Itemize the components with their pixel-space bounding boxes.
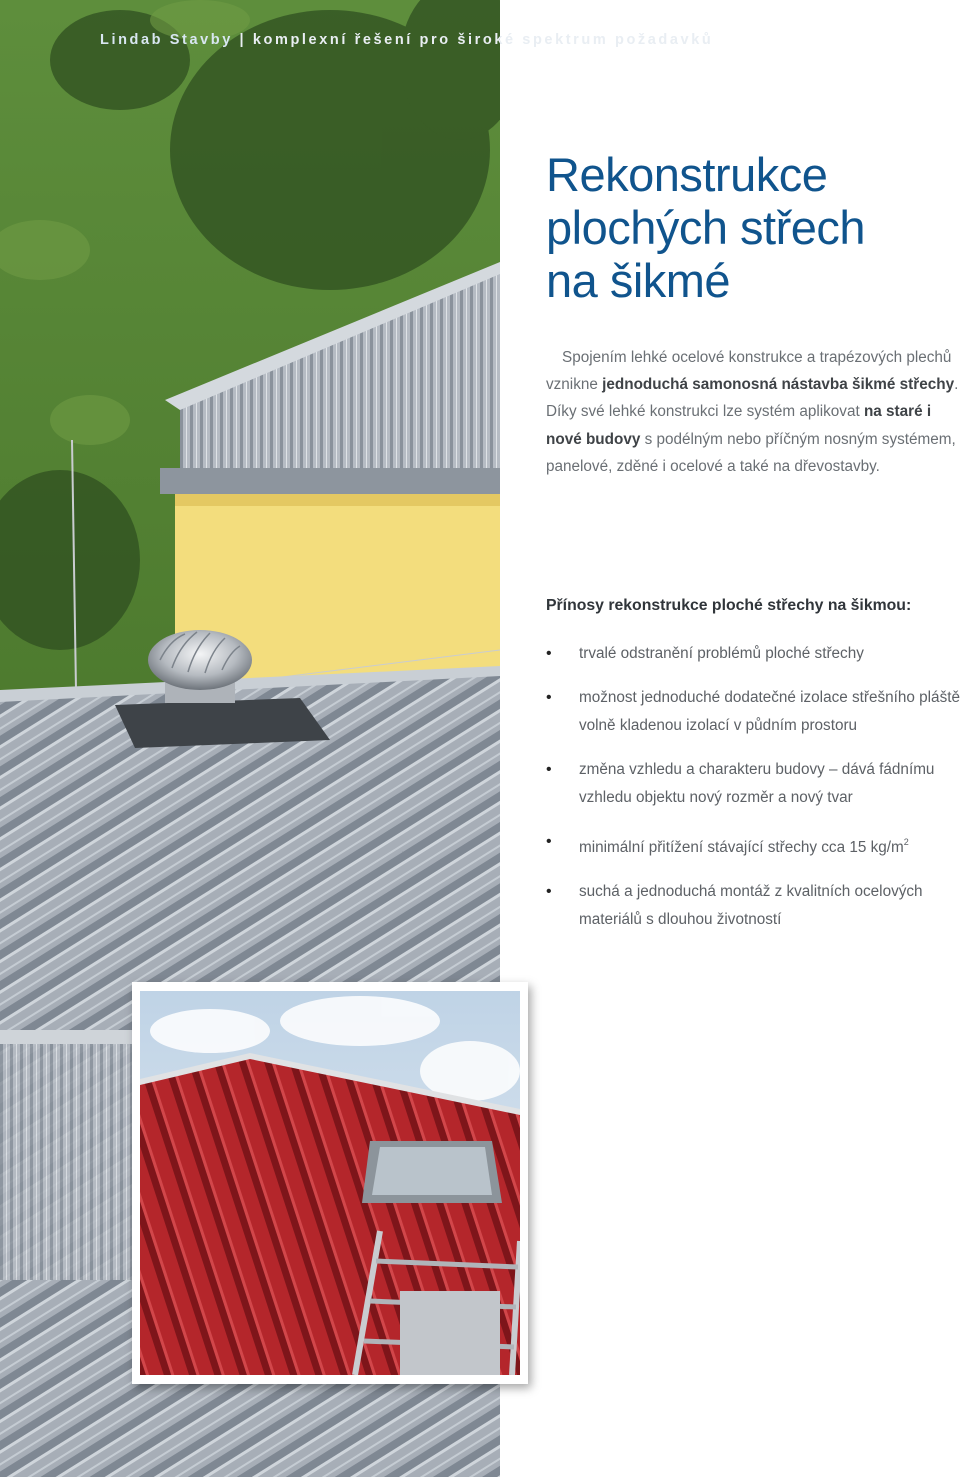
benefits-heading: Přínosy rekonstrukce ploché střechy na šikmou: <box>546 597 912 614</box>
header-separator: | <box>239 32 247 48</box>
intro-text: . Díky své lehké konstrukci lze systém aplikovat <box>546 376 959 421</box>
intro-paragraph <box>546 344 960 480</box>
intro-text: Spojením lehké ocelové konstrukce a trapézových plechů vznikne <box>546 349 952 394</box>
red-roof-photo-frame <box>132 982 528 1384</box>
intro-text: s podélným nebo příčným nosným systémem, panelové, zděné i ocelové a také na dřevostavby. <box>546 430 956 475</box>
list-item: • změna vzhledu a charakteru budovy – dává fádnímu vzhledu objektu nový rozměr a nový tvar <box>546 756 960 813</box>
title-line: plochých střech <box>546 201 866 254</box>
list-item: • možnost jednoduché dodatečné izolace střešního pláště volně kladenou izolací v půdním prostoru <box>546 684 960 741</box>
brand-name: Lindab Stavby <box>100 32 233 48</box>
superscript: 2 <box>903 836 909 847</box>
list-item: • trvalé odstranění problémů ploché střechy <box>546 640 960 669</box>
intro-highlight: na staré i nové budovy <box>546 403 932 448</box>
title-line: Rekonstrukce <box>546 148 828 201</box>
title-line: na šikmé <box>546 254 731 307</box>
list-item: • suchá a jednoduchá montáž z kvalitních ocelových materiálů s dlouhou životností <box>546 878 960 935</box>
benefits-list <box>546 640 960 950</box>
red-roof-photo <box>140 991 520 1375</box>
header-tagline-text: komplexní řešení pro široké spektrum požadavků <box>252 32 714 48</box>
list-item: • minimální přitížení stávající střechy cca 15 $kg/m^2$ <box>546 828 960 863</box>
intro-highlight: jednoduchá samonosná nástavba šikmé střechy <box>602 376 955 394</box>
page-title <box>546 148 865 307</box>
header-tagline <box>100 32 713 48</box>
